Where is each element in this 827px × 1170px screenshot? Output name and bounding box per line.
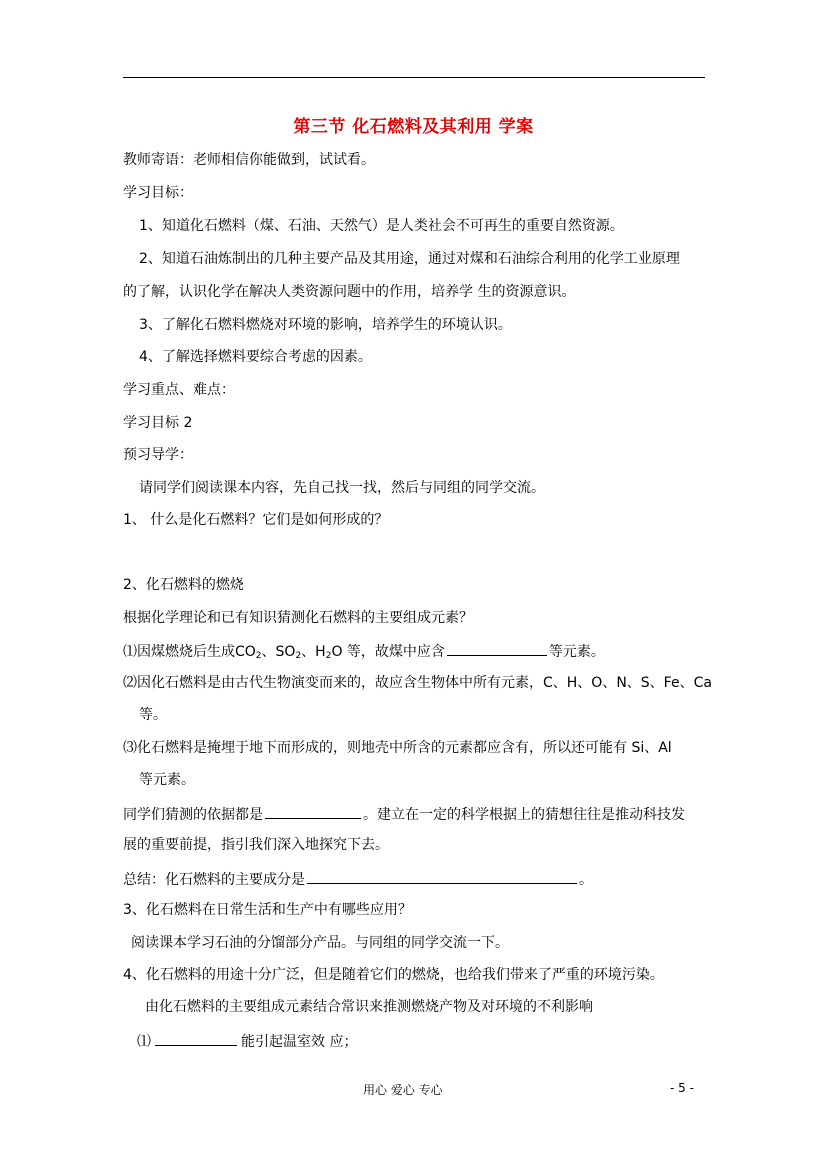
goal-2-line-1: 2、知道石油炼制出的几种主要产品及其用途，通过对煤和石油综合利用的化学工业原理 <box>139 251 680 267</box>
question-1: 1、 什么是化石燃料？它们是如何形成的？ <box>123 512 389 528</box>
point-2-line-2: 等。 <box>139 707 167 723</box>
question-2-subtitle: 根据化学理论和已有知识猜测化石燃料的主要组成元素？ <box>123 610 473 626</box>
summary-prefix: 总结：化石燃料的主要成分是 <box>123 872 305 888</box>
basis-prefix: 同学们猜测的依据都是 <box>123 807 263 823</box>
teacher-message: 教师寄语：老师相信你能做到，试试看。 <box>123 152 375 168</box>
point-3-line-2: 等元素。 <box>139 772 195 788</box>
point-3-line-1: ⑶化石燃料是掩埋于地下而形成的，则地壳中所含的元素都应含有，所以还可能有 Si、Al <box>123 740 672 756</box>
question-3-subtitle: 阅读课本学习石油的分馏部分产品。与同组的同学交流一下。 <box>131 935 509 951</box>
fill-blank-elements[interactable] <box>447 641 547 656</box>
preview-heading: 预习导学： <box>123 447 193 463</box>
basis-suffix: 。建立在一定的科学根据上的猜想往往是推动科技发 <box>363 807 685 823</box>
point-1-suffix: 等元素。 <box>548 644 605 660</box>
page-number: - 5 - <box>670 1081 694 1095</box>
goal-3: 3、了解化石燃料燃烧对环境的影响，培养学生的环境认识。 <box>139 317 512 333</box>
question-4-item-1 <box>137 1031 357 1051</box>
basis-line <box>123 804 685 824</box>
page-title: 第三节 化石燃料及其利用 学案 <box>293 117 534 137</box>
goals-heading: 学习目标： <box>123 185 193 201</box>
goal-1: 1、知道化石燃料（煤、石油、天然气）是人类社会不可再生的重要自然资源。 <box>139 218 624 234</box>
point-1-middle: O 等，故煤中应含 <box>331 644 445 660</box>
goal-4: 4、了解选择燃料要综合考虑的因素。 <box>139 349 372 365</box>
question-4-subtitle: 由化石燃料的主要组成元素结合常识来推测燃烧产物及对环境的不利影响 <box>145 999 593 1015</box>
point-1-prefix: ⑴因煤燃烧后生成 <box>123 644 235 660</box>
footer-motto: 用心 爱心 专心 <box>363 1083 443 1097</box>
fill-blank-greenhouse[interactable] <box>155 1031 237 1046</box>
so2-formula: 、SO <box>261 644 296 660</box>
summary-line <box>123 869 593 889</box>
point-1: ⑴因煤燃烧后生成$CO_2$、$SO_2$、$H_2O$ 等，故煤中应含 等元素。 <box>123 641 605 665</box>
fill-blank-basis[interactable] <box>265 804 361 819</box>
question-4: 4、化石燃料的用途十分广泛，但是随着它们的燃烧，也给我们带来了严重的环境污染。 <box>123 967 664 983</box>
question-3: 3、化石燃料在日常生活和生产中有哪些应用？ <box>123 902 412 918</box>
h2o-formula: 、H <box>301 644 326 660</box>
fill-blank-summary[interactable] <box>307 869 577 884</box>
basis-line-2: 展的重要前提，指引我们深入地探究下去。 <box>123 837 389 853</box>
key-points-value: 学习目标 2 <box>123 415 193 431</box>
item-1-marker: ⑴ <box>137 1034 151 1050</box>
header-rule <box>123 77 705 78</box>
goal-2-line-2: 的了解，认识化学在解决人类资源问题中的作用，培养学 生的资源意识。 <box>123 284 576 300</box>
key-points-heading: 学习重点、难点： <box>123 382 235 398</box>
co2-formula: CO <box>235 644 256 660</box>
preview-text: 请同学们阅读课本内容，先自己找一找，然后与同组的同学交流。 <box>139 480 545 496</box>
item-1-text: 能引起温室效 应； <box>241 1034 358 1050</box>
summary-suffix: 。 <box>579 872 593 888</box>
point-2-line-1: ⑵因化石燃料是由古代生物演变而来的，故应含生物体中所有元素，C、H、O、N、S、Fe、Ca <box>123 675 712 691</box>
question-2: 2、化石燃料的燃烧 <box>123 577 244 593</box>
